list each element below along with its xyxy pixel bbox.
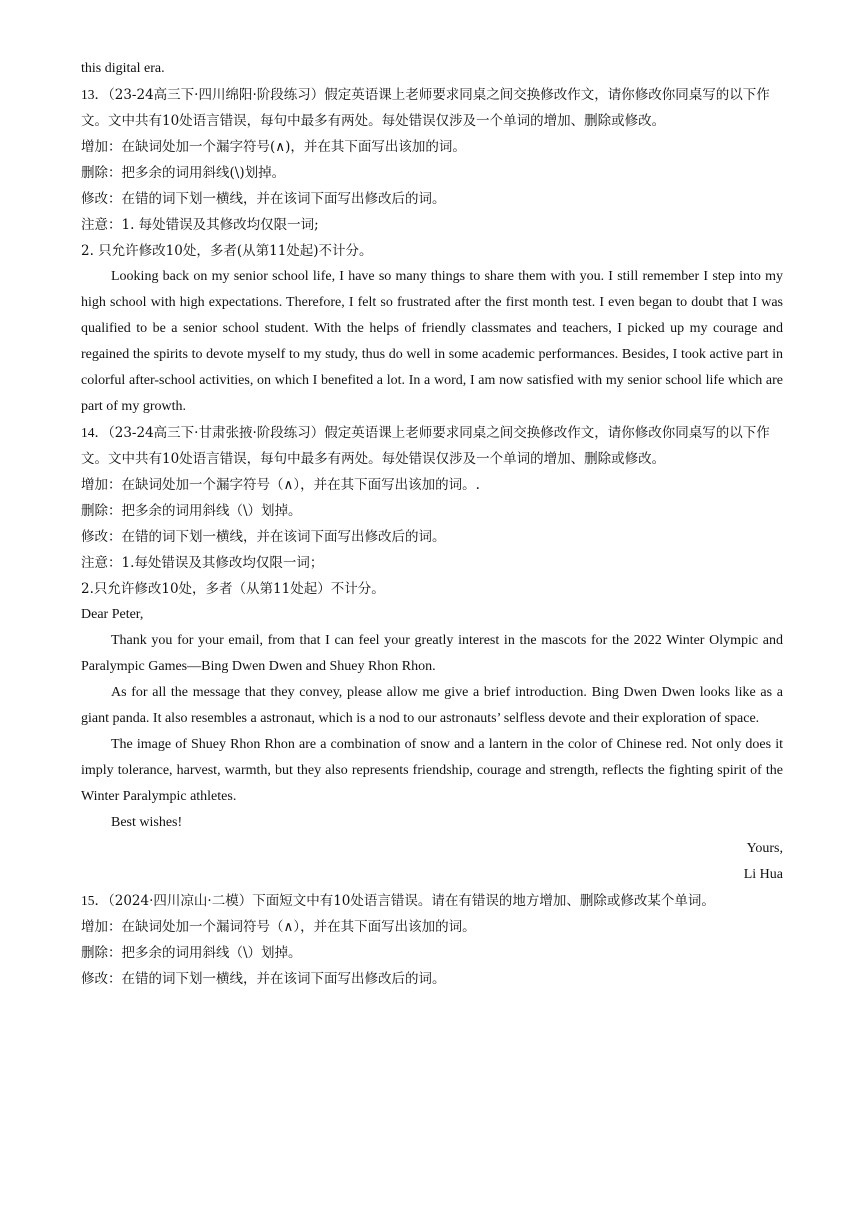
question-15-add-rule: 增加：在缺词处加一个漏词符号（∧），并在其下面写出该加的词。 [81, 919, 476, 935]
letter-greeting: Dear Peter, [81, 607, 144, 622]
letter-closing: Best wishes! [111, 815, 183, 830]
question-15-delete-rule: 删除：把多余的词用斜线（\）划掉。 [81, 945, 302, 961]
letter-paragraph-2: As for all the message that they convey, please allow me give a brief introduction. Bing Dwen Dwen looks like as a giant panda. It also resembles a astronaut, which is a nod to our astronauts’ selfless devote and their exploration of space. [81, 685, 783, 726]
question-15 [81, 888, 783, 992]
question-13-header [81, 82, 783, 134]
question-14-header [81, 420, 783, 472]
letter-yours: Yours, [746, 841, 783, 856]
question-13-note-2: 2. 只允许修改10处，多者(从第11处起)不计分。 [81, 243, 373, 259]
question-14-note-2: 2.只允许修改10处，多者（从第11处起）不计分。 [81, 581, 385, 597]
document-page [81, 56, 783, 992]
question-14-instructions: （23-24高三下·甘肃张掖·阶段练习）假定英语课上老师要求同桌之间交换修改作文，请你修改你同桌写的以下作文。文中共有10处语言错误，每句中最多有两处。每处错误仅涉及一个单词的增加、删除或修改。 [81, 425, 770, 467]
question-13 [81, 82, 783, 420]
letter-paragraph-1: Thank you for your email, from that I can feel your greatly interest in the mascots for the 2022 Winter Olympic and Paralympic Games—Bing Dwen Dwen and Shuey Rhon Rhon. [81, 633, 783, 674]
question-15-number: 15． [81, 893, 108, 908]
question-13-modify-rule: 修改：在错的词下划一横线，并在该词下面写出修改后的词。 [81, 191, 446, 207]
question-15-modify-rule: 修改：在错的词下划一横线，并在该词下面写出修改后的词。 [81, 971, 446, 987]
question-13-delete-rule: 删除：把多余的词用斜线(\)划掉。 [81, 165, 286, 181]
question-14-number: 14． [81, 425, 108, 440]
question-13-add-rule: 增加：在缺词处加一个漏字符号(∧)，并在其下面写出该加的词。 [81, 139, 466, 155]
question-13-number: 13． [81, 87, 108, 102]
question-13-note-1: 注意：1. 每处错误及其修改均仅限一词; [81, 217, 319, 233]
question-14 [81, 420, 783, 888]
question-14-add-rule: 增加：在缺词处加一个漏字符号（∧），并在其下面写出该加的词。. [81, 477, 480, 493]
question-14-delete-rule: 删除：把多余的词用斜线（\）划掉。 [81, 503, 302, 519]
question-14-modify-rule: 修改：在错的词下划一横线，并在该词下面写出修改后的词。 [81, 529, 446, 545]
question-13-instructions: （23-24高三下·四川绵阳·阶段练习）假定英语课上老师要求同桌之间交换修改作文，请你修改你同桌写的以下作文。文中共有10处语言错误，每句中最多有两处。每处错误仅涉及一个单词的增加、删除或修改。 [81, 87, 770, 129]
lead-in-text: this digital era. [81, 61, 165, 76]
question-14-note-1: 注意：1.每处错误及其修改均仅限一词； [81, 555, 324, 571]
question-15-header [81, 888, 783, 914]
letter-paragraph-3: The image of Shuey Rhon Rhon are a combination of snow and a lantern in the color of Chinese red. Not only does it imply tolerance, harvest, warmth, but they also represents friendship, courage and strength, reflects the fighting spirit of the Winter Paralympic athletes. [81, 737, 783, 804]
letter-signature: Li Hua [743, 867, 783, 882]
question-15-instructions: （2024·四川凉山·二模）下面短文中有10处语言错误。请在有错误的地方增加、删除或修改某个单词。 [108, 893, 715, 909]
question-13-passage: Looking back on my senior school life, I have so many things to share them with you. I still remember I step into my high school with high expectations. Therefore, I felt so frustrated after the first month test. I even began to doubt that I was qualified to be a senior school student. With the helps of friendly classmates and teachers, I picked up my courage and regained the spirits to devote myself to my study, thus do well in some academic performances. Besides, I took active part in colorful after-school activities, on which I benefited a lot. In a word, I am now satisfied with my senior school life which are part of my growth. [81, 269, 783, 414]
